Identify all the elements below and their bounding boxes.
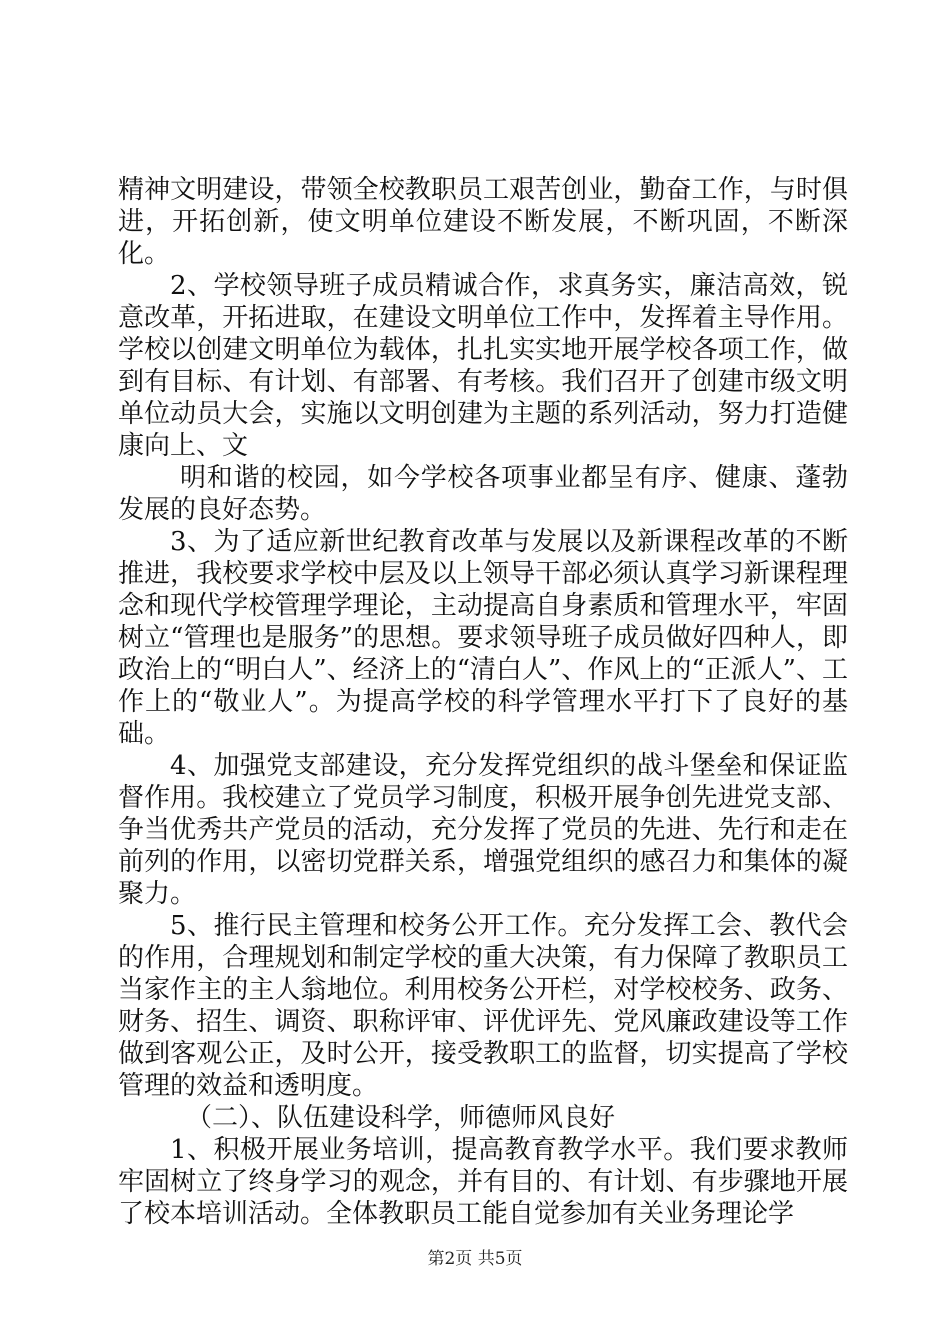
paragraph-item-4: 4、加强党支部建设，充分发挥党组织的战斗堡垒和保证监督作用。我校建立了党员学习制度，积极开展争创先进党支部、争当优秀共产党员的活动，充分发挥了党员的先进、先行和走在前列的作用，以密切党群关系，增强党组织的感召力和集体的凝聚力。 [118,751,848,909]
paragraph-team-item-1: 1、积极开展业务培训，提高教育教学水平。我们要求教师牢固树立了终身学习的观念，并有目的、有计划、有步骤地开展了校本培训活动。全体教职员工能自觉参加有关业务理论学 [118,1135,848,1229]
section-heading: （二）、队伍建设科学，师德师风良好 [186,1103,616,1133]
page-footer: 第2页 共5页 [427,1249,523,1269]
paragraph-item-3: 3、为了适应新世纪教育改革与发展以及新课程改革的不断推进，我校要求学校中层及以上领导干部必须认真学习新课程理念和现代学校管理学理论，主动提高自身素质和管理水平，牢固树立“管理也是服务”的思想。要求领导班子成员做好四种人，即政治上的“明白人”、经济上的“清白人”、作风上的“正派人”、工作上的“敬业人”。为提高学校的科学管理水平打下了良好的基础。 [118,527,848,749]
document-body [118,174,848,1230]
paragraph-item-5: 5、推行民主管理和校务公开工作。充分发挥工会、教代会的作用，合理规划和制定学校的重大决策，有力保障了教职员工当家作主的主人翁地位。利用校务公开栏，对学校校务、政务、财务、招生、调资、职称评审、评优评先、党风廉政建设等工作做到客观公正，及时公开，接受教职工的监督，切实提高了学校管理的效益和透明度。 [118,911,848,1101]
paragraph-item-2: 2、学校领导班子成员精诚合作，求真务实，廉洁高效，锐意改革，开拓进取，在建设文明单位工作中，发挥着主导作用。学校以创建文明单位为载体，扎扎实实地开展学校各项工作，做到有目标、有计划、有部署、有考核。我们召开了创建市级文明单位动员大会，实施以文明创建为主题的系列活动，努力打造健康向上、文 [118,271,848,461]
paragraph-item-2-continued: 明和谐的校园，如今学校各项事业都呈有序、健康、蓬勃发展的良好态势。 [118,463,848,525]
paragraph-continuation: 精神文明建设，带领全校教职员工艰苦创业，勤奋工作，与时俱进，开拓创新，使文明单位建设不断发展，不断巩固，不断深化。 [118,175,848,269]
